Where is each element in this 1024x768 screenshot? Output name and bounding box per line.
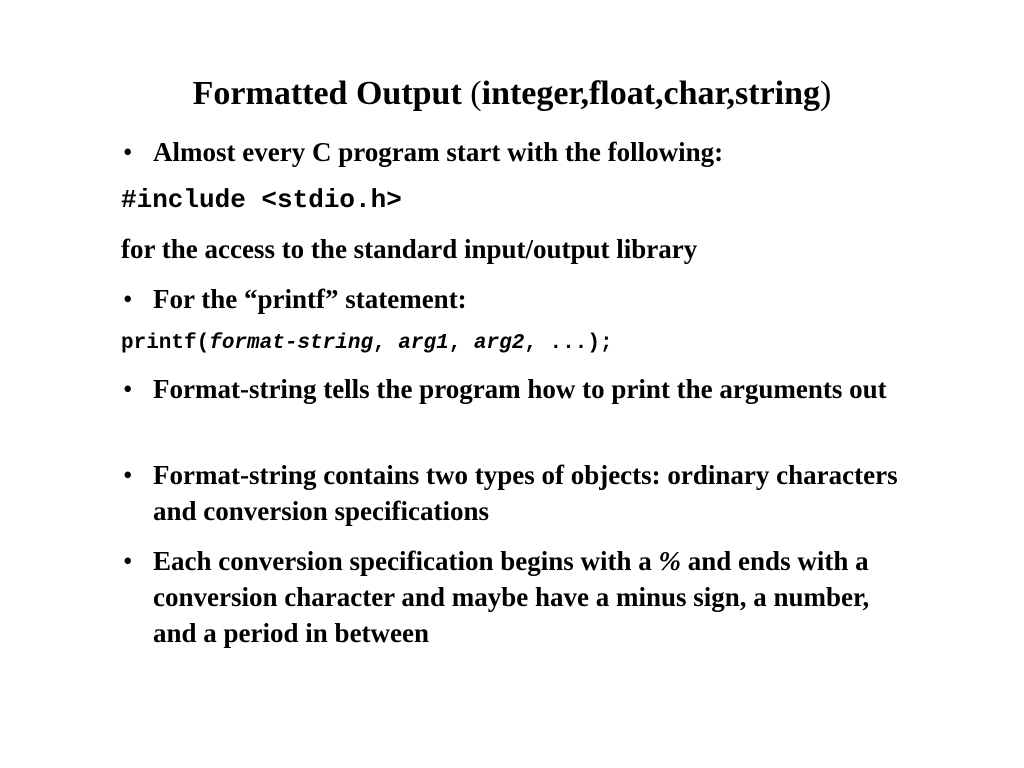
bullet-printf-intro: For the “printf” statement: — [153, 284, 467, 314]
include-code-line: #include <stdio.h> — [121, 185, 402, 215]
printf-format-arg: format-string — [209, 332, 374, 355]
conversion-spec-text-end: and ends with a conversion character and maybe have a minus sign, a number, and a period in between — [153, 546, 870, 648]
title-paren-close: ) — [820, 75, 832, 112]
bullet-marker: • — [123, 284, 133, 314]
slide-title — [0, 72, 1024, 116]
bullet-marker: • — [123, 546, 133, 576]
bullet-marker: • — [123, 460, 133, 490]
printf-code-line — [121, 326, 613, 362]
title-inner: integer,float,char,string — [481, 75, 821, 112]
printf-arg2: arg2 — [473, 332, 525, 355]
bullet-marker: • — [123, 374, 133, 404]
bullet-conversion-spec — [153, 543, 913, 651]
printf-separator: , — [448, 332, 474, 355]
conversion-spec-text-start: Each conversion specification begins with a — [153, 546, 659, 576]
title-main: Formatted Output — [192, 75, 471, 112]
bullet-include-intro: Almost every C program start with the following: — [153, 137, 724, 167]
printf-arg1: arg1 — [398, 332, 449, 355]
bullet-format-string-purpose: Format-string tells the program how to print the arguments out — [153, 374, 887, 404]
percent-sign: % — [658, 546, 682, 576]
bullet-marker: • — [123, 137, 133, 167]
printf-prefix: printf( — [121, 332, 210, 355]
bullet-format-string-objects: Format-string contains two types of objects: ordinary characters and conversion specifications — [153, 460, 898, 526]
access-description-line: for the access to the standard input/output library — [121, 234, 698, 264]
printf-separator: , — [373, 332, 399, 355]
title-paren-open: ( — [470, 75, 482, 112]
printf-suffix: , ...); — [524, 332, 613, 355]
